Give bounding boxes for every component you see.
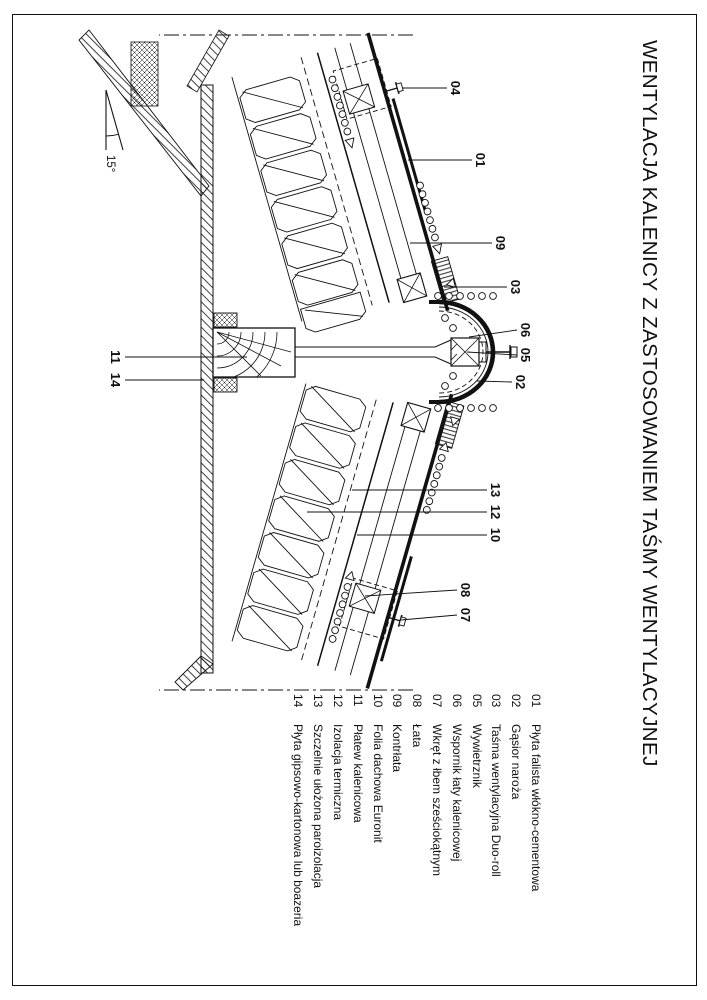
legend-item-label: Łata — [410, 724, 425, 748]
callout-07: 07 — [458, 607, 473, 623]
legend-item-number: 05 — [469, 694, 484, 708]
callout-08: 08 — [458, 582, 473, 598]
legend-item-label: Izolacja termiczna — [331, 724, 346, 821]
callout-02: 02 — [513, 374, 528, 390]
callout-06: 06 — [518, 322, 533, 338]
legend-item-number: 09 — [390, 694, 405, 708]
legend-item-number: 14 — [291, 694, 306, 708]
legend-item — [288, 694, 308, 984]
legend-item — [486, 694, 506, 984]
legend-item-number: 10 — [370, 694, 385, 708]
legend-item — [505, 694, 525, 984]
legend-item-label: Folia dachowa Euronit — [370, 724, 385, 843]
legend-item — [387, 694, 407, 984]
purlin-wedge-right — [214, 378, 237, 392]
callout-10: 10 — [488, 527, 503, 543]
legend-item-number: 02 — [509, 694, 524, 708]
ridge-purlin — [213, 313, 295, 392]
callout-14: 14 — [108, 372, 123, 388]
eave-cut-hatch — [187, 30, 229, 92]
legend-item-number: 07 — [430, 694, 445, 708]
legend-item-label: Kontrłata — [390, 724, 405, 773]
callout-13: 13 — [488, 482, 503, 498]
legend-item-label: Wkręt z łbem sześciokątnym — [430, 724, 445, 877]
wall-section-block — [131, 42, 158, 106]
legend-item-number: 13 — [311, 694, 326, 708]
slope-angle-indicator — [104, 90, 123, 172]
callout-04: 04 — [448, 80, 463, 96]
legend — [288, 694, 545, 984]
legend-item-label: Płyta gipsowo-kartonowa lub boazeria — [291, 724, 306, 927]
callout-11: 11 — [108, 350, 123, 364]
legend-item — [347, 694, 367, 984]
legend-item-label: Taśma wentylacyjna Duo-roll — [489, 724, 504, 877]
callout-12: 12 — [488, 504, 503, 520]
legend-item — [307, 694, 327, 984]
callout-05: 05 — [518, 347, 533, 363]
legend-item — [327, 694, 347, 984]
legend-item — [525, 694, 545, 984]
legend-item — [426, 694, 446, 984]
callout-09: 09 — [493, 235, 508, 251]
drawing-title: WENTYLACJA KALENICY Z ZASTOSOWANIEM TAŚMY WENTYLACYJNEJ — [638, 40, 661, 767]
legend-item-label: Gąsior naroża — [509, 724, 524, 800]
legend-item-label: Wspornik łaty kalenicowej — [449, 724, 464, 862]
legend-item-number: 11 — [350, 694, 365, 707]
slope-angle-label: 15° — [104, 155, 116, 173]
ceiling-board — [79, 30, 229, 690]
legend-item-label: Szczelnie ułożona paroizolacja — [311, 724, 326, 889]
purlin-wedge-left — [214, 313, 237, 327]
legend-item-number: 12 — [331, 694, 346, 708]
legend-item-label: Wywietrznik — [469, 724, 484, 788]
legend-item — [466, 694, 486, 984]
legend-item-number: 03 — [489, 694, 504, 708]
legend-item — [367, 694, 387, 984]
ridge-counter-batten-right — [401, 402, 431, 432]
legend-item-number: 06 — [449, 694, 464, 708]
legend-item — [406, 694, 426, 984]
legend-item-number: 08 — [410, 694, 425, 708]
legend-item-label: Płyta falista włókno-cementowa — [529, 724, 543, 892]
roof-slope-right — [230, 355, 469, 694]
legend-item-number: 01 — [529, 694, 543, 708]
legend-item — [446, 694, 466, 984]
legend-item-label: Płatew kalenicowa — [350, 724, 365, 823]
ridge-counter-batten-left — [397, 273, 427, 303]
callout-01: 01 — [473, 152, 488, 168]
callout-03: 03 — [508, 279, 523, 295]
